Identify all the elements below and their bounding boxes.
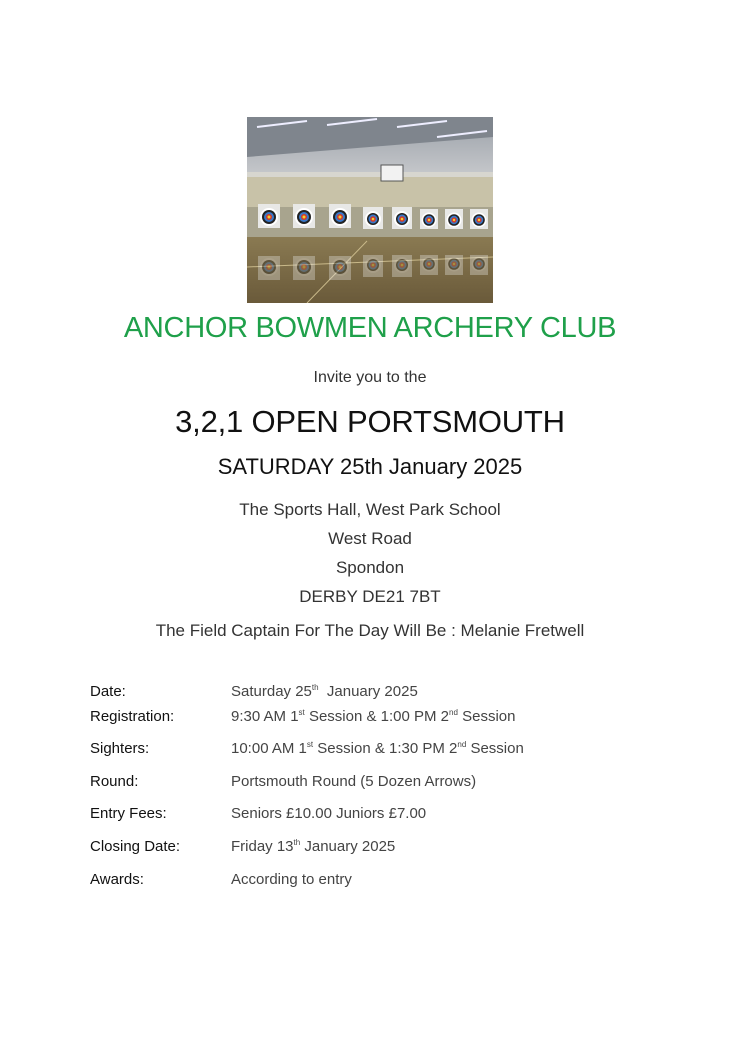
address-line: Spondon	[335, 558, 405, 577]
event-date: SATURDAY 25th January 2025	[217, 454, 523, 479]
detail-label: Round:	[90, 773, 139, 790]
address-line: DERBY DE21 7BT	[299, 587, 441, 606]
detail-value: 10:00 AM 1st Session & 1:30 PM 2nd Session	[231, 740, 524, 757]
detail-value: 9:30 AM 1st Session & 1:00 PM 2nd Session	[231, 708, 516, 725]
detail-value: Portsmouth Round (5 Dozen Arrows)	[231, 773, 477, 790]
detail-value: Seniors £10.00 Juniors £7.00	[231, 805, 427, 822]
detail-label: Registration:	[90, 708, 175, 725]
detail-label: Awards:	[90, 871, 144, 888]
detail-value: Friday 13th January 2025	[231, 838, 396, 855]
detail-row-round	[90, 773, 650, 795]
detail-label: Sighters:	[90, 740, 150, 757]
club-name: ANCHOR BOWMEN ARCHERY CLUB	[123, 312, 617, 344]
detail-label: Closing Date:	[90, 838, 181, 855]
detail-row-entry-fees	[90, 805, 650, 827]
detail-row-sighters	[90, 740, 650, 762]
detail-row-awards	[90, 871, 650, 893]
detail-row-date	[90, 683, 650, 705]
address-line: West Road	[328, 529, 412, 548]
detail-row-closing-date	[90, 838, 650, 860]
detail-label: Entry Fees:	[90, 805, 167, 822]
sports-hall-photo	[247, 117, 493, 303]
event-title: 3,2,1 OPEN PORTSMOUTH	[175, 404, 565, 439]
invite-text: Invite you to the	[313, 369, 427, 386]
detail-label: Date:	[90, 683, 126, 700]
address-line: The Sports Hall, West Park School	[239, 500, 501, 519]
detail-value: According to entry	[231, 871, 352, 888]
detail-row-registration	[90, 708, 650, 730]
detail-value: Saturday 25th January 2025	[231, 683, 418, 700]
field-captain: The Field Captain For The Day Will Be : Melanie Fretwell	[155, 621, 585, 640]
